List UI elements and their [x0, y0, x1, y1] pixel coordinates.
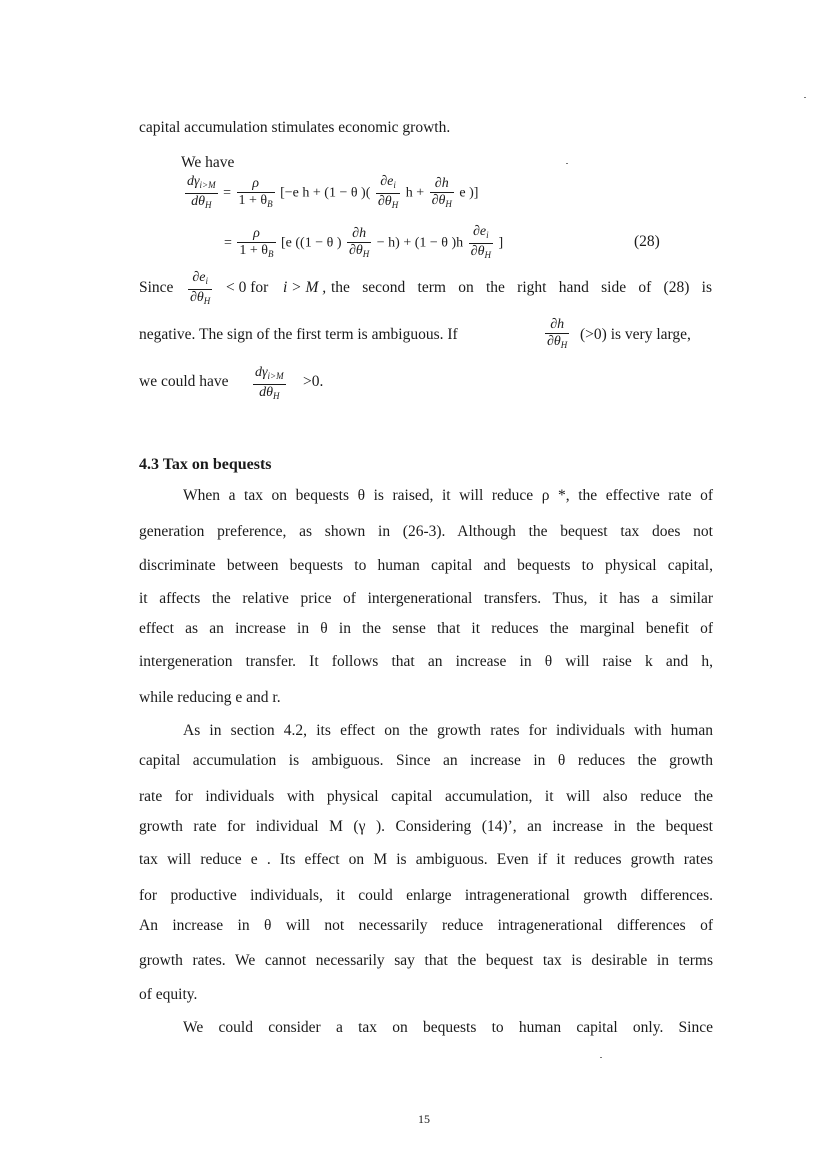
scan-speck: [600, 1057, 602, 1058]
paragraph-line: We could consider a tax on bequests to human capital only. Since: [183, 1019, 713, 1036]
paragraph-line: capital accumulation is ambiguous. Since an increase in θ reduces the growth: [139, 752, 713, 769]
paragraph-line: for productive individuals, it could enlarge intragenerational growth differences.: [139, 887, 713, 904]
text-line: We have: [181, 154, 235, 171]
paragraph-line: As in section 4.2, its effect on the growth rates for individuals with human: [183, 722, 713, 739]
text-line: < 0 for: [226, 279, 269, 296]
text-line: i > M ,: [283, 279, 327, 296]
text-line: Since: [139, 279, 174, 296]
paragraph-line: intergeneration transfer. It follows that an increase in θ will raise k and h,: [139, 653, 713, 670]
page-number: 15: [418, 1112, 430, 1126]
paragraph-line: tax will reduce e . Its effect on M is ambiguous. Even if it reduces growth rates: [139, 851, 713, 868]
paragraph-line: effect as an increase in θ in the sense that it reduces the marginal benefit of: [139, 620, 713, 637]
paragraph-line: while reducing e and r.: [139, 689, 281, 706]
text-line: capital accumulation stimulates economic growth.: [139, 119, 451, 136]
paragraph-line: growth rate for individual M (γ ). Considering (14)’, an increase in the bequest: [139, 818, 713, 835]
inline-fraction: $\frac{d\gamma_{i>M}}{d\theta_H}$: [255, 365, 284, 401]
paragraph-line: rate for individuals with physical capital accumulation, it will also reduce the: [139, 788, 713, 805]
equation-row-2: = $\frac{\rho}{1 + \theta_B}$ [e ((1 − θ ) $\frac{\partial h}{\partial\theta_H}$ − h) + (1 − θ )h $\frac{\partial e_i}{\partial\theta_H}$ ]: [224, 224, 504, 260]
paragraph-line: it affects the relative price of intergenerational transfers. Thus, it has a similar: [139, 590, 713, 607]
inline-fraction: $\frac{\partial e_i}{\partial\theta_H}$: [190, 270, 211, 306]
inline-fraction: $\frac{\partial h}{\partial\theta_H}$: [547, 317, 568, 350]
section-heading: 4.3 Tax on bequests: [139, 456, 272, 473]
paragraph-line: An increase in θ will not necessarily reduce intragenerational differences of: [139, 917, 713, 934]
text-line: the second term on the right hand side of (28) is: [331, 279, 712, 296]
text-line: >0.: [303, 373, 324, 390]
equation-number: (28): [634, 233, 660, 250]
text-line: we could have: [139, 373, 229, 390]
paragraph-line: discriminate between bequests to human capital and bequests to physical capital,: [139, 557, 713, 574]
paragraph-line: When a tax on bequests θ is raised, it will reduce ρ *, the effective rate of: [183, 487, 713, 504]
equation-row-1: $\frac{d\gamma_{i>M}}{d\theta_H}$ = $\frac{\rho}{1 + \theta_B}$ [−e h + (1 − θ )( $\frac{\partial e_i}{\partial\theta_H}$ h + $\frac{\partial h}{\partial\theta_H}$ e )]: [187, 174, 479, 210]
scan-speck: [804, 97, 806, 98]
paragraph-line: growth rates. We cannot necessarily say that the bequest tax is desirable in terms: [139, 952, 713, 969]
paragraph-line: of equity.: [139, 986, 198, 1003]
text-line: (>0) is very large,: [580, 326, 691, 343]
text-line: negative. The sign of the first term is ambiguous. If: [139, 326, 458, 343]
paragraph-line: generation preference, as shown in (26-3). Although the bequest tax does not: [139, 523, 713, 540]
scan-speck: [566, 163, 568, 164]
